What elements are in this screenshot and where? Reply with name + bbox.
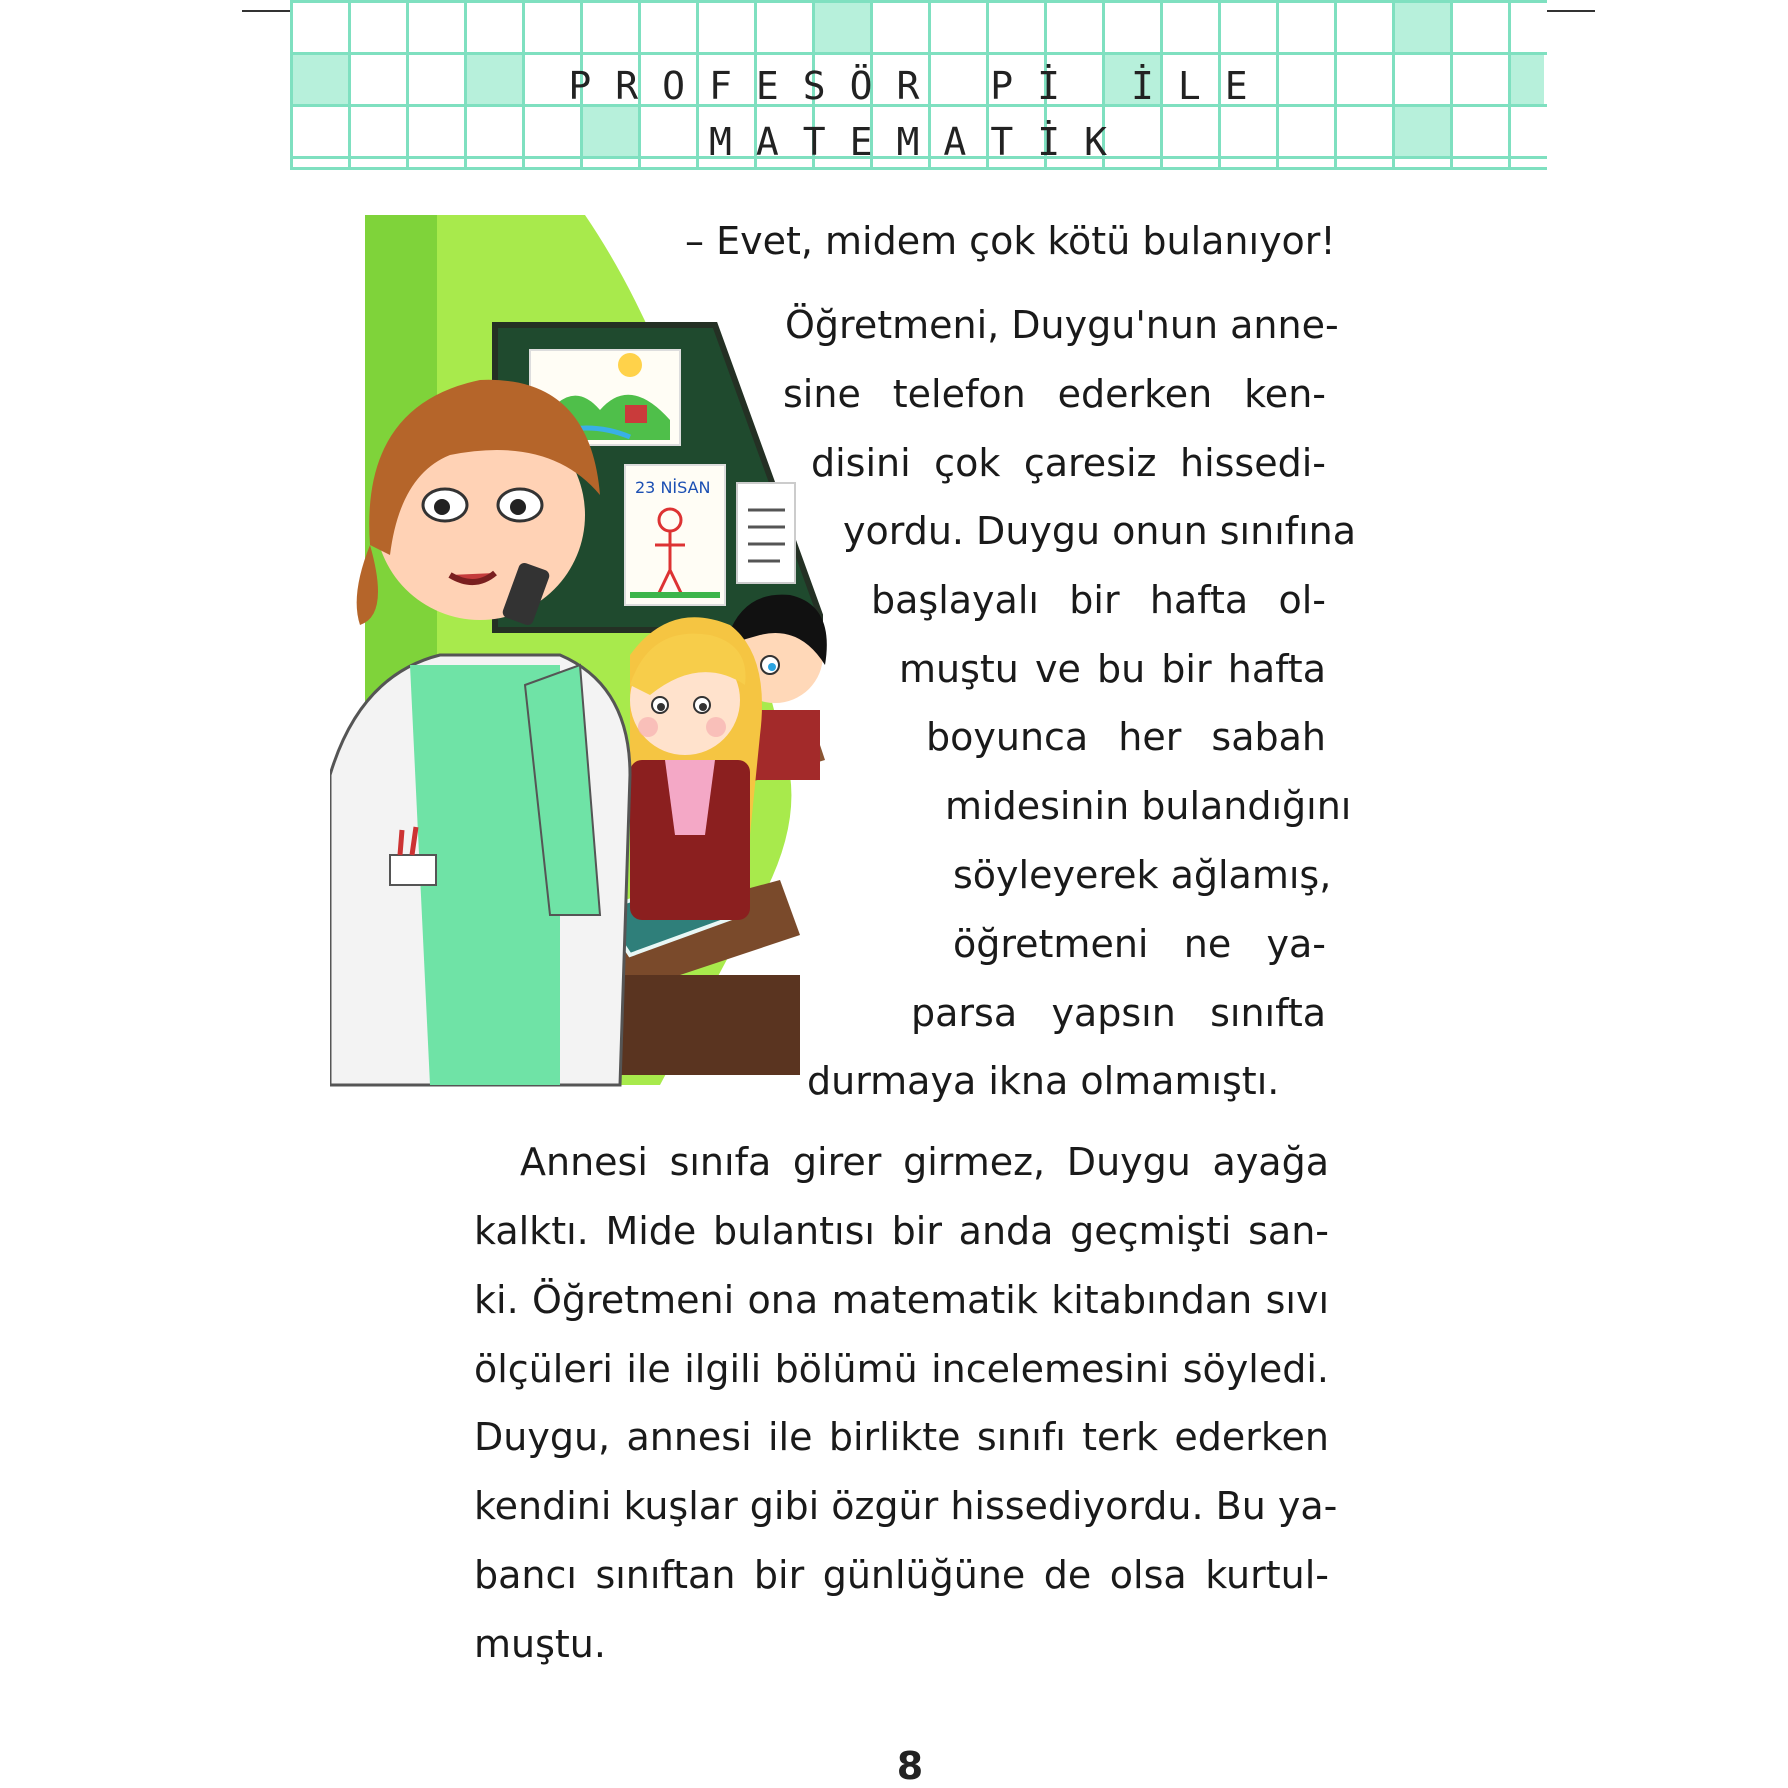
wrapped-text-line-12: parsa yapsın sınıfta xyxy=(911,991,1326,1035)
wrapped-text-line-9: midesinin bulandığını xyxy=(945,784,1352,828)
body-text-line-6: kendini kuşlar gibi özgür hissediyordu. Bu ya- xyxy=(474,1484,1338,1528)
header-rule-right xyxy=(1547,10,1595,12)
classroom-illustration xyxy=(330,215,930,1095)
body-text-line-4: ölçüleri ile ilgili bölümü incelemesini söyledi. xyxy=(474,1347,1329,1391)
page-number: 8 xyxy=(896,1744,924,1788)
header-rule-left xyxy=(242,10,290,12)
body-text-line-1: Annesi sınıfa girer girmez, Duygu ayağa xyxy=(520,1140,1329,1184)
wrapped-text-line-2: Öğretmeni, Duygu'nun anne- xyxy=(785,303,1339,347)
wrapped-text-line-13: durmaya ikna olmamıştı. xyxy=(807,1059,1280,1103)
body-text-line-2: kalktı. Mide bulantısı bir anda geçmişti san- xyxy=(474,1209,1329,1253)
series-title-line1: PROFESÖR Pİ İLE xyxy=(568,64,1272,108)
body-text-line-8: muştu. xyxy=(474,1622,606,1666)
series-title xyxy=(500,58,1340,170)
wrapped-text-line-3: sine telefon ederken ken- xyxy=(783,372,1326,416)
wrapped-text-line-10: söyleyerek ağlamış, xyxy=(953,853,1332,897)
wrapped-text-line-5: yordu. Duygu onun sınıfına xyxy=(843,509,1357,553)
wrapped-text-line-8: boyunca her sabah xyxy=(926,715,1326,759)
girl-figure xyxy=(630,617,762,920)
wrapped-text-line-1: – Evet, midem çok kötü bulanıyor! xyxy=(685,219,1336,263)
body-text-line-7: bancı sınıftan bir günlüğüne de olsa kurtul- xyxy=(474,1553,1329,1597)
wrapped-text-line-11: öğretmeni ne ya- xyxy=(953,922,1326,966)
body-text-line-3: ki. Öğretmeni ona matematik kitabından sıvı xyxy=(474,1278,1329,1322)
wrapped-text-line-6: başlayalı bir hafta ol- xyxy=(871,578,1326,622)
body-text-line-5: Duygu, annesi ile birlikte sınıfı terk ederken xyxy=(474,1415,1329,1459)
wrapped-text-line-4: disini çok çaresiz hissedi- xyxy=(811,441,1326,485)
wrapped-text-line-7: muştu ve bu bir hafta xyxy=(899,647,1326,691)
holiday-drawing xyxy=(625,465,725,605)
holiday-drawing-label: 23 NİSAN xyxy=(635,478,711,497)
series-title-line2: MATEMATİK xyxy=(709,120,1131,164)
